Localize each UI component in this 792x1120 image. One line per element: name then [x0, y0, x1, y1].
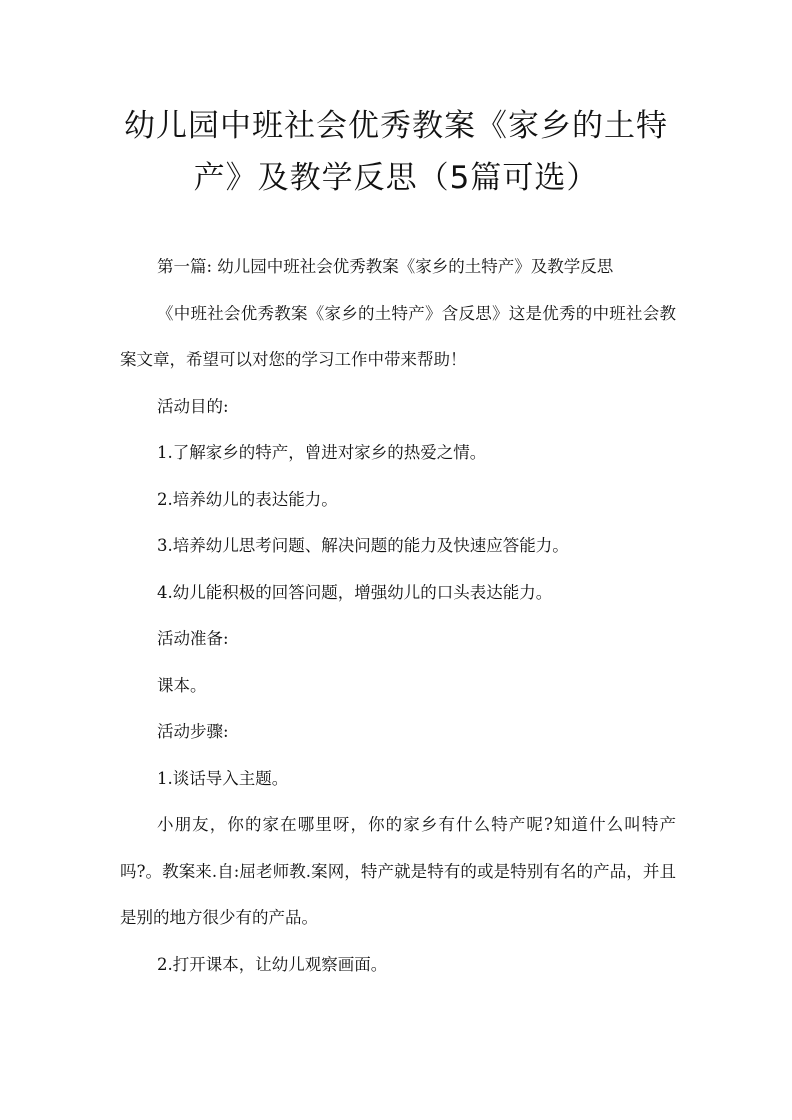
- paragraph-goal-1: 1.了解家乡的特产，曾进对家乡的热爱之情。: [157, 443, 487, 462]
- paragraph-prep-heading: 活动准备:: [157, 629, 229, 648]
- paragraph-goal-3: 3.培养幼儿思考问题、解决问题的能力及快速应答能力。: [157, 536, 569, 555]
- paragraph-goal-2: 2.培养幼儿的表达能力。: [157, 489, 338, 509]
- paragraph-step-1: 1.谈话导入主题。: [157, 768, 289, 788]
- paragraph-prep: 课本。: [157, 675, 207, 695]
- paragraph-goal-4: 4.幼儿能积极的回答问题，增强幼儿的口头表达能力。: [157, 582, 553, 602]
- paragraph-steps-heading: 活动步骤:: [157, 722, 229, 741]
- paragraph-goals-heading: 活动目的:: [157, 396, 229, 416]
- paragraph-step-2: 2.打开课本，让幼儿观察画面。: [157, 954, 388, 974]
- title-line-1: 幼儿园中班社会优秀教案《家乡的土特: [124, 108, 668, 144]
- title-line-2: 产》及教学反思（5篇可选）: [193, 160, 599, 196]
- document-title: [110, 100, 682, 204]
- document-body: [120, 244, 676, 988]
- paragraph-section-heading: 第一篇: 幼儿园中班社会优秀教案《家乡的土特产》及教学反思: [157, 257, 614, 276]
- paragraph-intro: 《中班社会优秀教案《家乡的土特产》含反思》这是优秀的中班社会教案文章，希望可以对您的学习工作中带来帮助！: [120, 303, 676, 369]
- paragraph-step-1-detail: 小朋友，你的家在哪里呀，你的家乡有什么特产呢?知道什么叫特产吗?。教案来.自:屈老师教.案网，特产就是特有的或是特别有名的产品，并且是别的地方很少有的产品。: [120, 815, 676, 927]
